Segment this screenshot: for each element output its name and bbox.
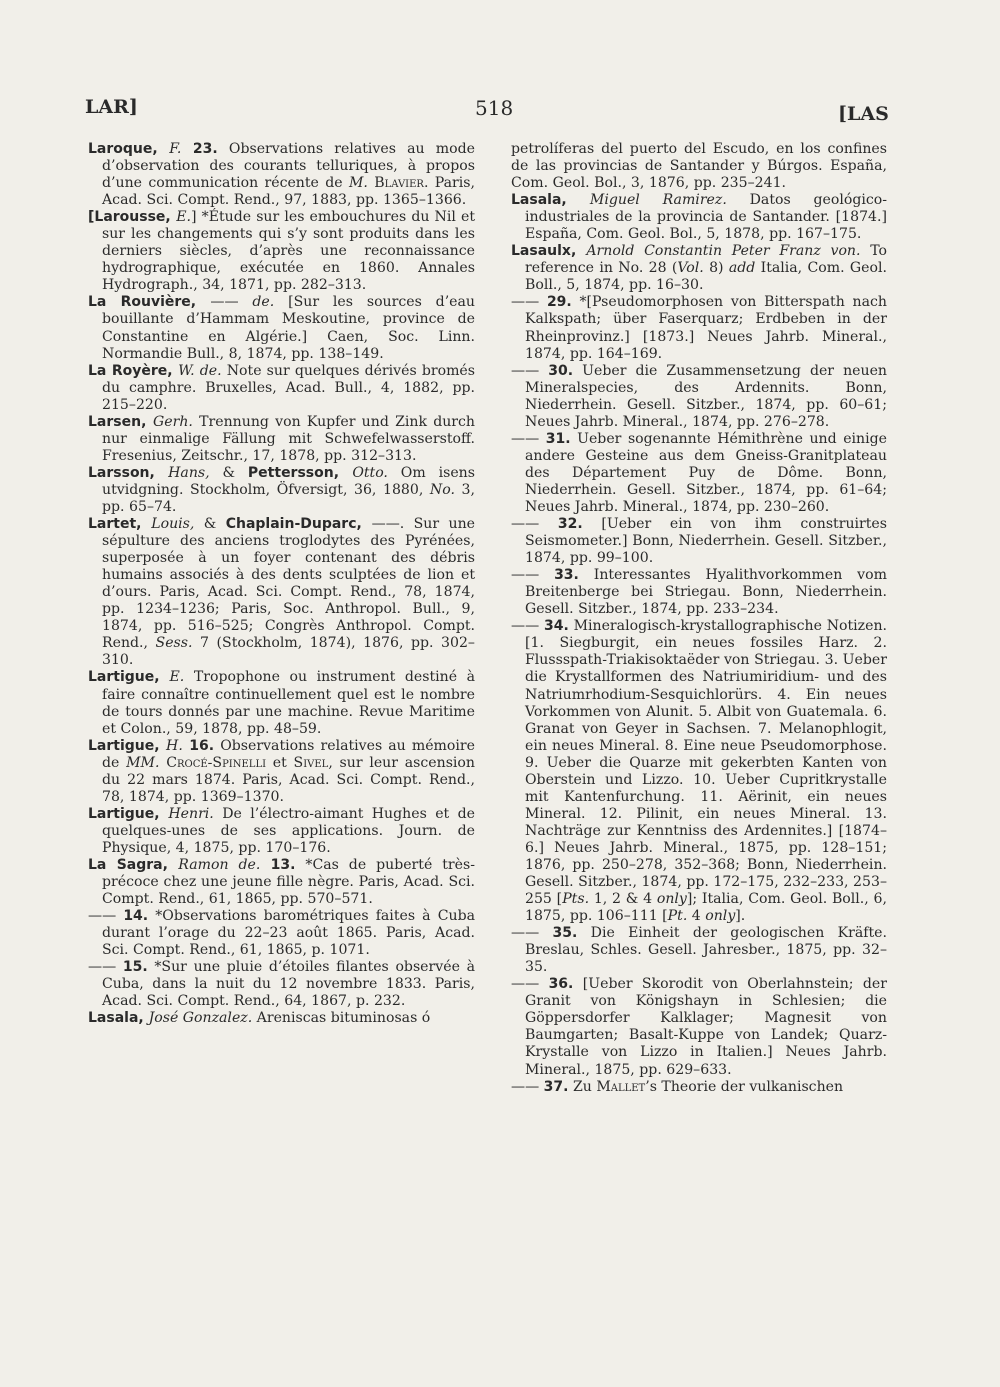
bibliography-entry [88,465,475,516]
entry-text: Ueber sogenannte Hémithrène und einige andere Gesteine aus dem Gneiss-Granitplateau des Département Puy de Dôme. Bonn, Niederrhein. Gesell. Sitzber., 1874, pp. 61–64; Neues Jahrb. Mineral., 1874, pp. 230–260. [525,430,887,515]
entry-heading-text: 15. [122,959,148,976]
entry-heading-text: La Rouvière, [88,294,211,311]
entry-heading-text: Lasala, [511,192,590,209]
entry-text: Observations relatives au mémoire de [102,737,475,771]
bibliography-entry [88,806,475,857]
bibliography-entry [88,141,475,209]
entry-heading-text: 23. [181,141,218,157]
bibliography-entry [88,908,475,959]
entry-text: Pt. [667,908,688,925]
entry-text: Italia, Com. Geol. Boll., 5, 1874, pp. 16–30. [525,260,887,294]
bibliography-entry [511,1079,887,1096]
entry-text: *[Pseudomorphosen von Bitterspath nach Kalkspath; über Faserquarz; Erdbeben in der Rheinprovinz.] [1873.] Neues Jahrb. Mineral., 1874, pp. 164–169. [525,294,887,362]
entry-heading-text: 13. [260,856,296,873]
bibliography-entry [88,294,475,362]
entry-heading-text: La Sagra, [88,856,179,873]
entry-text: Otto. [352,464,388,481]
entry-heading-text: [Larousse, [88,209,177,226]
entry-heading-text: 14. [123,908,149,925]
entry-text: Datos geológico-industriales de la provincia de Santander. [1874.] España, Com. Geol. Bol., 5, 1878, pp. 167–175. [525,192,888,243]
entry-text: ——. Sur une sépulture des anciens troglodytes des Pyrénées, superposée à un foyer contenant des débris humains associés à des dents sculptées de lion et d’ours. Paris, Acad. Sci. Compt. Rend., 78, 1874, pp. 1234–1236; Paris, Soc. Anthropol. Bull., 9, 1874, pp. 516–525; Congrès Anthropol. Compt. Rend., [102,516,475,652]
bibliography-entry [511,294,887,362]
left-column [88,141,475,1027]
entry-text: Mallet [596,1078,646,1095]
bibliography-entry [88,414,475,465]
entry-text: —— [511,925,553,942]
bibliography-entry [511,516,887,567]
bibliography-entry [511,618,887,925]
bibliography-entry [511,431,887,516]
entry-heading-text: 36. [548,976,574,993]
entry-text: Crocé-Spinelli [166,754,267,771]
bibliography-entry [88,738,475,806]
entry-text: Om isens utvidgning. Stockholm, Öfversigt, 36, 1880, [102,464,475,498]
entry-text: [Sur les sources d’eau bouillante d’Hammam Meskoutine, province de Constantine en Algérie.] Caen, Soc. Linn. Normandie Bull., 8, 1874, pp. 138–149. [102,294,476,362]
entry-text: Louis, [151,516,195,533]
bibliography-entry [88,209,475,294]
entry-text: Ueber die Zusammensetzung der neuen Mineralspecies, des Ardennits. Bonn, Niederrhein. Gesell. Sitzber., 1874, pp. 60–61; Neues Jahrb. Mineral., 1874, pp. 276–278. [525,362,888,430]
entry-heading-text: 35. [552,925,578,942]
bibliography-entry [88,516,475,669]
entry-text: Note sur quelques dérivés bromés du camphre. Bruxelles, Acad. Bull., 4, 1882, pp. 215–220. [102,362,476,413]
entry-text: 1, 2 & 4 [589,891,657,908]
entry-text: ]. [735,908,746,925]
running-head-right: [LAS [838,103,889,125]
entry-heading-text: 16. [182,737,215,754]
entry-text: 7 (Stockholm, 1874), 1876, pp. 302–310. [102,635,475,669]
bibliography-entry [511,925,887,976]
entry-text: sur leur ascension du 22 mars 1874. Paris, Acad. Sci. Compt. Rend., 78, 1874, pp. 1369–1370. [102,754,475,805]
entry-text: —— [88,959,123,976]
entry-text: 8) [703,260,729,277]
running-head-left: LAR] [85,96,138,118]
bibliography-entry [511,243,887,294]
entry-text: E. [176,209,192,226]
bibliography-entry [88,857,475,908]
entry-text: Blavier. [374,175,429,192]
entry-text: —— [511,1078,544,1095]
bibliography-entry [511,976,887,1078]
entry-text: To reference in No. 28 ( [525,243,887,277]
entry-heading-text: Lartigue, [88,737,167,754]
entry-text: M. [348,175,368,192]
entry-heading-text: 33. [554,567,579,584]
entry-text: Henri. [168,805,214,822]
entry-text: Interessantes Hyalithvorkommen vom Breitenberge bei Striegau. Bonn, Niederrhein. Gesell. Sitzber., 1874, pp. 233–234. [525,567,887,618]
entry-heading-text: 31. [545,430,571,447]
entry-text: *Cas de puberté très-précoce chez une jeune fille nègre. Paris, Acad. Sci. Compt. Rend., 61, 1865, pp. 570–571. [102,856,475,908]
entry-text: —— [511,430,546,447]
entry-text: Ramon de. [178,856,261,873]
entry-text: Gerh. [153,413,193,430]
entry-text: Observations relatives au mode d’observation des courants telluriques, à propos d’une communication récente de [102,141,475,192]
entry-text: Hans, [168,464,210,481]
bibliography-entry [88,959,475,1010]
entry-text: Tropophone ou instrument destiné à faire connaître continuellement quel est le nombre de tours donnés par une machine. Revue Maritime et Colon., 59, 1878, pp. 48–59. [102,669,475,737]
entry-text: et [266,754,294,771]
entry-text: —— [511,294,547,311]
entry-text: —— [88,908,124,925]
entry-heading-text: Larsen, [88,413,153,430]
entry-text: only [705,908,736,925]
entry-text: 3, pp. 65–74. [102,481,475,515]
entry-text: H. [166,737,183,754]
right-column [511,141,887,1096]
entry-text: [Ueber Skorodit von Oberlahnstein; der Granit von Königshayn in Schlesien; die Göppersdorfer Kalklager; Magnesit von Baumgarten; Basalt-Kuppe von Landek; Quarz-Krystalle von Lizzo in Italien.] Neues Jahrb. Mineral., 1875, pp. 629–633. [525,976,888,1078]
entry-text: & [194,516,226,533]
entry-heading-text: Larsson, [88,464,169,481]
bibliography-entry [88,1010,475,1027]
entry-heading-text: Lartigue, [88,669,170,686]
entry-text: No. [429,481,455,498]
entry-heading-text: Lartigue, [88,805,169,822]
page-number: 518 [475,96,514,120]
entry-text: ]; Italia, Com. Geol. Boll., 6, 1875, pp. 106–111 [ [525,891,887,925]
entry-heading-text: Lasala, [88,1010,149,1027]
entry-heading-text: 30. [548,362,574,379]
entry-text: Miguel Ramirez. [589,192,727,209]
entry-heading-text: La Royère, [88,362,179,379]
entry-text: only [656,891,687,908]
entry-heading-text: Chaplain-Duparc, [225,516,372,533]
entry-text: [Ueber ein von ihm construirtes Seismometer.] Bonn, Niederrhein. Gesell. Sitzber., 1874, pp. 99–100. [525,516,888,567]
entry-heading-text: Pettersson, [247,464,353,481]
entry-text: —— [511,516,558,533]
entry-text: De l’électro-aimant Hughes et de quelques-unes de ses applications. Journ. de Physique, 4, 1875, pp. 170–176. [102,805,475,856]
entry-text: Areniscas bituminosas ó [252,1010,431,1027]
entry-heading-text: 37. [543,1078,569,1095]
bibliography-entry [511,567,887,618]
bibliography-entry [88,669,475,737]
entry-text: —— [511,362,549,379]
entry-heading-text: 32. [557,516,583,533]
entry-text: —— [511,618,544,635]
entry-text: ’s Theorie der vulkanischen [645,1078,844,1095]
entry-heading-text: Lasaulx, [511,243,587,260]
entry-text: Sess. [155,635,193,652]
entry-text: add [728,260,756,277]
entry-text: E. [169,669,185,686]
entry-text: 4 [687,908,706,925]
entry-text: ] *Étude sur les embouchures du Nil et sur les changements qui s’y sont produits dans les derniers siècles, d’après une reconnaissance hydrographique, exécutée en 1860. Annales Hydrograph., 34, 1871, pp. 282–313. [102,209,475,294]
entry-text: —— [511,976,549,993]
entry-text: Zu [568,1078,597,1095]
entry-text: de. [252,294,275,311]
entry-heading-text: 29. [546,294,572,311]
entry-text: F. [169,141,182,157]
entry-heading-text: Laroque, [88,141,170,157]
entry-text: *Sur une pluie d’étoiles filantes observée à Cuba, dans la nuit du 12 novembre 1833. Paris, Acad. Sci. Compt. Rend., 64, 1867, p. 232. [102,959,475,1010]
bibliography-entry [511,363,887,431]
entry-text: & [209,464,248,481]
entry-text: Vol. [677,260,704,277]
entry-text: —— [210,294,253,311]
entry-text: Paris, Acad. Sci. Compt. Rend., 97, 1883, pp. 1365–1366. [102,175,475,209]
entry-text: Arnold Constantin Peter Franz von. [586,243,861,260]
entry-heading-text: 34. [543,618,569,635]
entry-text: MM. [126,754,160,771]
entry-text: petrolíferas del puerto del Escudo, en los confines de las provincias de Santander y Búrgos. España, Com. Geol. Bol., 3, 1876, pp. 235–241. [511,141,887,192]
bibliography-entry [88,363,475,414]
entry-text: Mineralogisch-krystallographische Notizen. [1. Siegburgit, ein neues fossiles Harz. 2. Flussspath-Triakisoktaëder von Striegau. 3. Ueber die Krystallformen des Natriumiridium- und des Natriumrhodium-Sesquichlorürs. 4. Ein neues Vorkommen von Alunit. 5. Albit von Guatemala. 6. Granat von Geyer in Sachsen. 7. Melanophlogit, ein neues Mineral. 8. Eine neue Pseudomorphose. 9. Ueber die Quarze mit gekerbten Kanten von Oberstein und Lizzo. 10. Ueber Cupritkrystalle mit Kantenfurchung. 11. Aërinit, ein neues Mineral. 12. Pilinit, ein neues Mineral. 13. Nachträge zur Kenntniss des Ardennites.] [1874–6.] Neues Jahrb. Mineral., 1875, pp. 128–151; 1876, pp. 250–278, 352–368; Bonn, Niederrhein. Gesell. Sitzber., 1874, pp. 172–175, 232–233, 253–255 [ [525,618,888,908]
entry-text: Die Einheit der geologischen Kräfte. Breslau, Schles. Gesell. Jahresber., 1875, pp. 32–35. [525,925,887,976]
entry-text: —— [511,567,555,584]
bibliography-entry [511,141,887,192]
entry-text: *Observations barométriques faites à Cuba durant l’orage du 22–23 août 1865. Paris, Acad. Sci. Compt. Rend., 61, 1865, p. 1071. [102,908,475,959]
bibliography-entry [511,192,887,243]
entry-text: Sivel, [293,754,333,771]
entry-text: Trennung von Kupfer und Zink durch nur einmalige Fällung mit Schwefelwasserstoff. Fresenius, Zeitschr., 17, 1878, pp. 312–313. [102,413,475,464]
entry-text: W. de. [178,362,222,379]
entry-heading-text: Lartet, [88,516,152,533]
entry-text: Pts. [562,891,590,908]
entry-text: José Gonzalez. [148,1010,253,1027]
